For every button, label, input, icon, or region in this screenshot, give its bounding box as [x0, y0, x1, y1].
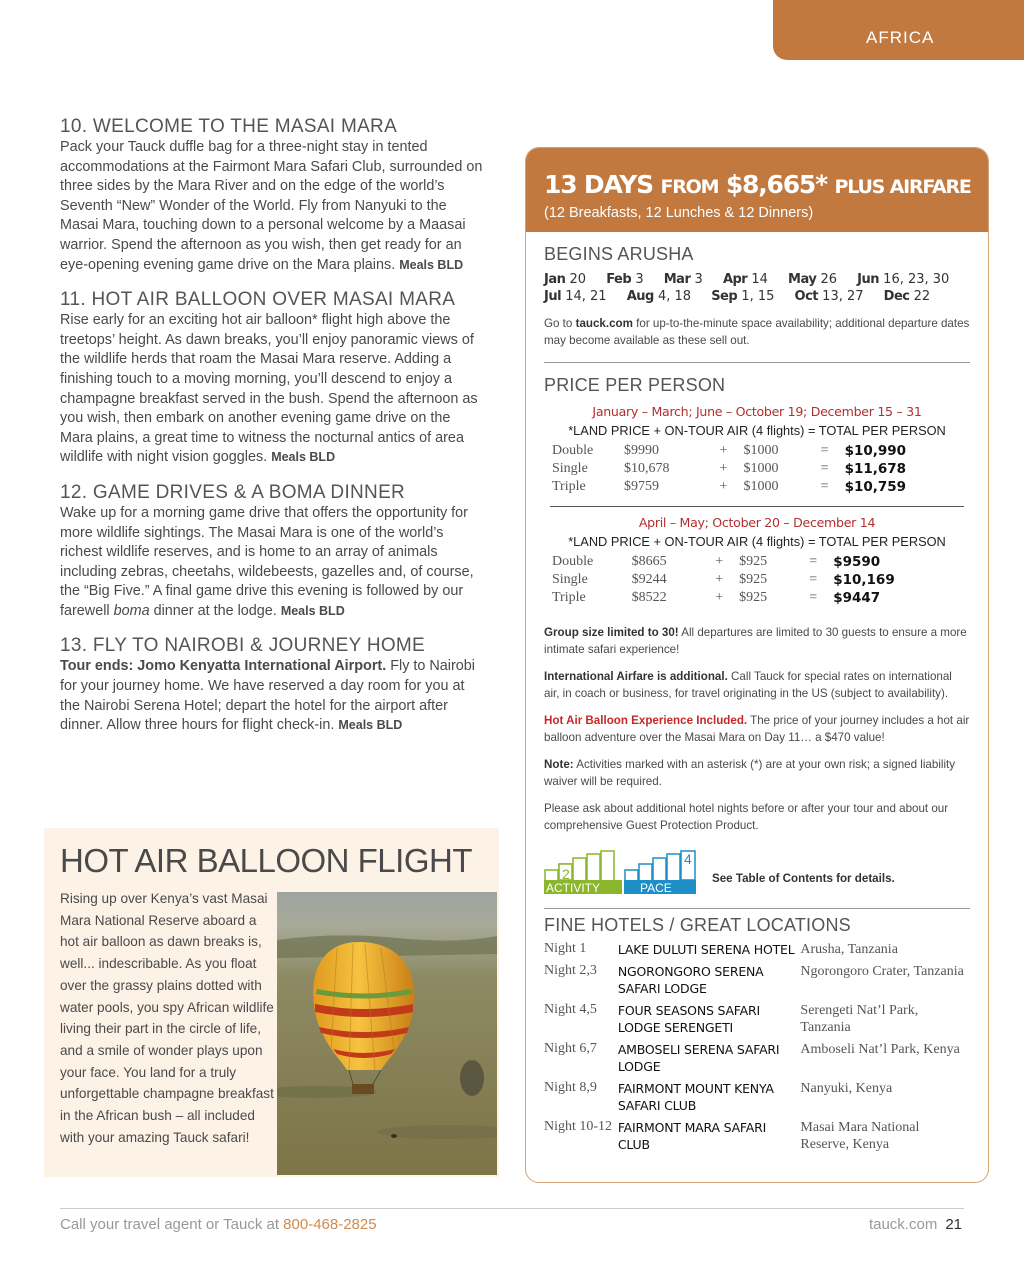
page-number: 21: [945, 1216, 962, 1233]
day-title: 13. FLY TO NAIROBI & JOURNEY HOME: [60, 635, 426, 657]
day-text: Tour ends: Jomo Kenyatta International Airport. Fly to Nairobi for your journey home. We have reserved a day room for you at the Nairobi Serena Hotel; depart the hotel for the airport after dinner. Allow three hours for flight check-in. Meals BLD: [60, 658, 475, 734]
departure-dates: [544, 271, 970, 305]
balloon-text: Rising up over Kenya’s vast Masai Mara National Reserve aboard a hot air balloon as dawn breaks is, well... indescribable. As you float over the grassy plains dotted with water pools, you spy African wildlife living their part in the circle of life, and a smile of wonder plays upon your face. You land for a truly unforgettable champagne breakfast in the African bush – all included with your amazing Tauck safari!: [60, 891, 274, 1145]
hot-air-balloon-image: [277, 892, 497, 1175]
day-title: 11. HOT AIR BALLOON OVER MASAI MARA: [60, 289, 456, 311]
note-airfare: International Airfare is additional. Call Tauck for special rates on international air, in coach or business, for travel originating in the US (subject to availability).: [544, 670, 952, 700]
itinerary-day-10: [60, 116, 485, 275]
balloon-title: HOT AIR BALLOON FLIGHT: [60, 842, 472, 879]
list-item: Night 10-12 FAIRMONT MARA SAFARI CLUB Masai Mara National Reserve, Kenya: [544, 1119, 920, 1152]
list-item: Night 4,5 FOUR SEASONS SAFARI LODGE SERENGETI Serengeti Nat’l Park, Tanzania: [544, 1002, 919, 1035]
note-balloon: Hot Air Balloon Experience Included. The price of your journey includes a hot air balloon adventure over the Masai Mara on Day 11… a $470 value!: [544, 714, 970, 744]
note-protection: Please ask about additional hotel nights before or after your tour and about our comprehensive Guest Protection Product.: [544, 802, 949, 832]
table-row: Triple $9759 + $1000 = $10,759: [552, 479, 907, 495]
list-item: Night 6,7 AMBOSELI SERENA SAFARI LODGE Amboseli Nat’l Park, Kenya: [544, 1041, 960, 1074]
hotels-title: FINE HOTELS / GREAT LOCATIONS: [544, 915, 851, 935]
site-link[interactable]: tauck.com: [868, 1216, 938, 1233]
divider: [544, 908, 970, 909]
price-table-2: [552, 553, 952, 607]
pace-meter: [624, 850, 702, 894]
itinerary: [60, 116, 485, 750]
balloon-feature: [44, 828, 499, 1177]
list-item: Night 1 LAKE DULUTI SERENA HOTEL Arusha, Tanzania: [544, 941, 898, 957]
headline: 13 DAYS FROM $8,665* PLUS AIRFARE: [544, 170, 971, 199]
dates-row-1: Jan 20 Feb 3 Mar 3 Apr 14 May 26 Jun 16, 23, 30: [544, 272, 950, 287]
svg-text:4: 4: [684, 851, 692, 867]
table-row: Single $9244 + $925 = $10,169: [552, 572, 895, 588]
table-row: Double $8665 + $925 = $9590: [552, 554, 881, 570]
availability-note: Go to tauck.com for up-to-the-minute space availability; additional departure dates may become available as these sell out.: [544, 317, 970, 347]
region-tab: [773, 0, 1024, 60]
footer-contact: Call your travel agent or Tauck at 800-468-2825: [60, 1216, 377, 1233]
phone-number[interactable]: 800-468-2825: [283, 1216, 377, 1233]
price-formula: *LAND PRICE + ON-TOUR AIR (4 flights) = TOTAL PER PERSON: [568, 534, 946, 549]
price-formula: *LAND PRICE + ON-TOUR AIR (4 flights) = TOTAL PER PERSON: [568, 423, 946, 438]
table-row: Triple $8522 + $925 = $9447: [552, 590, 881, 606]
pace-level-icon: [624, 850, 702, 894]
itinerary-day-11: [60, 289, 485, 468]
season-2: April – May; October 20 – December 14: [638, 515, 876, 530]
note-waiver: Note: Activities marked with an asterisk (*) are at your own risk; a signed liability waiver will be required.: [544, 758, 956, 788]
svg-text:2: 2: [562, 866, 570, 882]
activity-level-icon: [544, 850, 622, 894]
season-1: January – March; June – October 19; December 15 – 31: [592, 404, 922, 419]
dates-row-2: Jul 14, 21 Aug 4, 18 Sep 1, 15 Oct 13, 27 Dec 22: [544, 289, 931, 304]
activity-pace-meter: [544, 848, 970, 894]
day-title: 12. GAME DRIVES & A BOMA DINNER: [60, 481, 406, 503]
table-row: Single $10,678 + $1000 = $11,678: [552, 461, 907, 477]
day-title: 10. WELCOME TO THE MASAI MARA: [60, 116, 398, 137]
list-item: Night 8,9 FAIRMONT MOUNT KENYA SAFARI CLUB Nanyuki, Kenya: [544, 1080, 893, 1113]
divider: [544, 362, 970, 363]
activity-meter: [544, 850, 622, 894]
meals: Meals BLD: [280, 603, 345, 618]
day-text: Rise early for an exciting hot air balloon* flight high above the treetops’ height. As dawn breaks, you’ll enjoy panoramic views of the wildlife herds that roam the Masai Mara reserve. Adding a finishing touch to a moving morning, you’ll descend to enjoy a champagne breakfast served in the bush. Spend the afternoon as you wish, then embark on another evening game drive on the Mara plains, a great time to witness the nocturnal antics of area wildlife with night vision goggles. Meals BLD: [60, 312, 478, 466]
svg-text:ACTIVITY: ACTIVITY: [546, 881, 601, 894]
price-header: [526, 148, 988, 232]
meals-summary: (12 Breakfasts, 12 Lunches & 12 Dinners): [544, 205, 814, 221]
table-row: Double $9990 + $1000 = $10,990: [552, 443, 907, 459]
hotel-list: [544, 941, 970, 1153]
day-text: Wake up for a morning game drive that offers the opportunity for more wildlife sightings. The Masai Mara is one of the world’s richest wildlife reserves, and is home to an array of animals including zebras, cheetahs, wildebeests, gazelles and, of course, the “Big Five.” A final game drive this evening is followed by our farewell boma dinner at the lodge. Meals BLD: [60, 504, 474, 619]
price-table-1: [552, 442, 952, 496]
day-text: Pack your Tauck duffle bag for a three-night stay in tented accommodations at the Fairmont Mara Safari Club, surrounded on three sides by the Mara River and on the edge of the world’s Seventh “New” Wonder of the World. Fly from Nanyuki to the Masai Mara, touching down to a personal welcome by a Maasai warrior. Spend the afternoon as you wish, then get ready for an eye-opening evening game drive on the Mara plains. Meals BLD: [60, 139, 483, 273]
region-label: AFRICA: [866, 28, 935, 47]
list-item: Night 2,3 NGORONGORO SERENA SAFARI LODGE Ngorongoro Crater, Tanzania: [544, 963, 964, 996]
footer-page: [869, 1216, 962, 1233]
toc-note: See Table of Contents for details.: [712, 872, 895, 885]
divider: [550, 506, 964, 507]
meals: Meals BLD: [271, 450, 336, 465]
itinerary-day-12: [60, 482, 485, 622]
price-box: [525, 147, 989, 1183]
price-title: PRICE PER PERSON: [544, 375, 726, 395]
note-group-size: Group size limited to 30! All departures are limited to 30 guests to ensure a more intimate safari experience!: [544, 626, 967, 656]
svg-text:PACE: PACE: [640, 881, 672, 894]
meals: Meals BLD: [399, 257, 464, 272]
balloon-photo: [277, 892, 497, 1175]
itinerary-day-13: [60, 635, 485, 735]
begins-title: BEGINS ARUSHA: [544, 244, 694, 264]
meals: Meals BLD: [338, 718, 403, 733]
footer-divider: [60, 1208, 964, 1209]
tauck-link[interactable]: tauck.com: [575, 317, 633, 330]
